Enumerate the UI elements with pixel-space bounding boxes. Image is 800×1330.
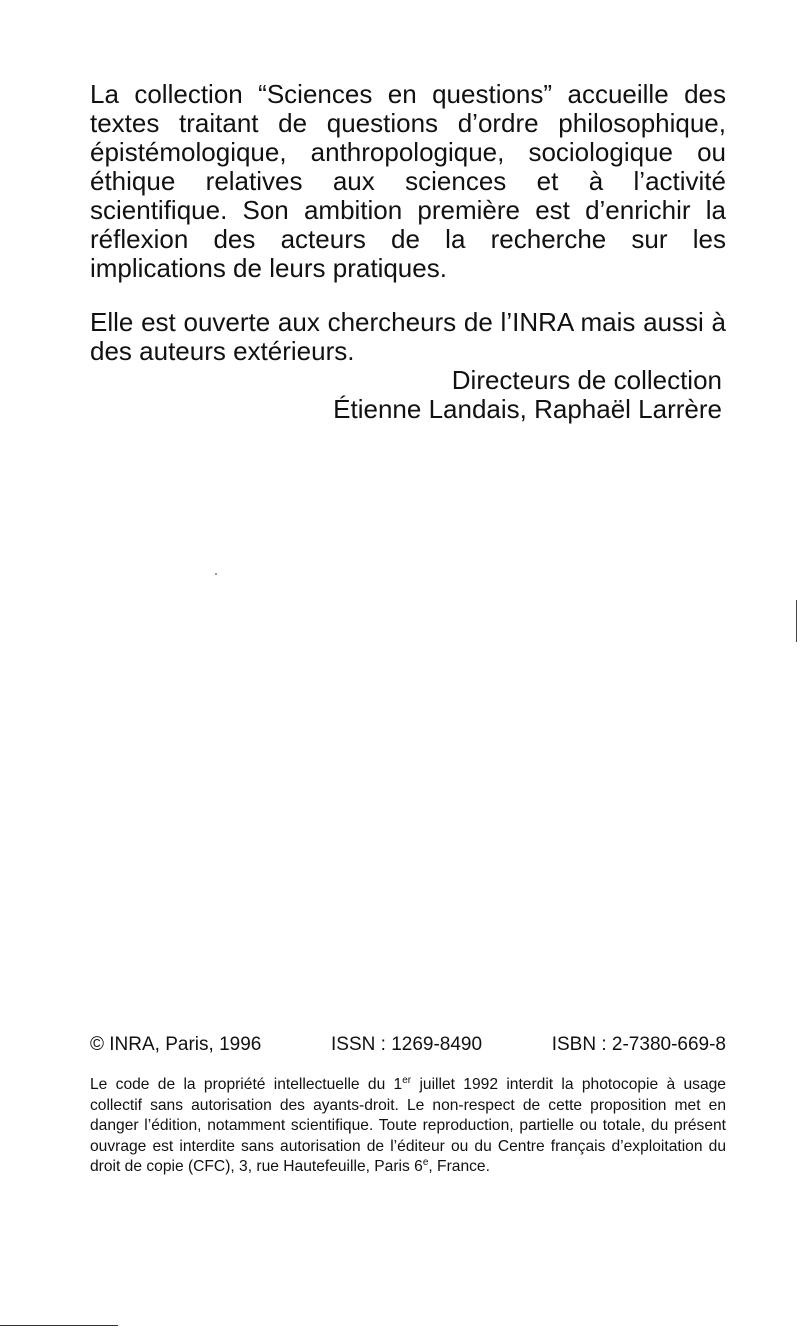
issn-number: ISSN : 1269-8490 xyxy=(331,1034,483,1055)
intro-paragraph-1: La collection “Sciences en questions” accueille des textes traitant de questions d’ordre philosophique, épistémologique, anthropologique, sociologique ou éthique relatives aux sciences et à l’activité scientifique. Son ambition première est d’enrichir la réflexion des acteurs de la recherche sur les implications de leurs pratiques. xyxy=(90,79,726,283)
collection-description xyxy=(90,80,726,366)
legal-text-middle: juillet 1992 interdit la photocopie à usage collectif sans autorisation des ayants-droit. Le non-respect de cette proposition met en danger l’édition, notamment scientifique. Toute reproduction, partielle ou totale, du présent ouvrage est interdite sans autorisation de l’éditeur ou du Centre français d’exploitation du droit de copie (CFC), 3, rue Hautefeuille, Paris 6 xyxy=(90,1076,726,1175)
intro-paragraph-2: Elle est ouverte aux chercheurs de l’INRA mais aussi à des auteurs extérieurs. xyxy=(90,307,726,366)
directors-title: Directeurs de collection xyxy=(451,365,722,395)
copyright-notice: © INRA, Paris, 1996 xyxy=(90,1034,262,1055)
legal-text-start: Le code de la propriété intellectuelle du 1 xyxy=(90,1076,403,1093)
city-superscript: e xyxy=(422,1156,429,1168)
legal-notice xyxy=(90,1075,726,1178)
scan-speck xyxy=(215,573,217,575)
legal-text-end: , France. xyxy=(428,1158,490,1175)
date-superscript: er xyxy=(402,1074,412,1086)
rights-line xyxy=(90,1034,726,1056)
bottom-rule xyxy=(0,1325,118,1326)
directors-names: Étienne Landais, Raphaël Larrère xyxy=(333,394,722,424)
isbn-number: ISBN : 2-7380-669-8 xyxy=(551,1034,726,1055)
directors-block xyxy=(333,366,722,424)
scan-edge-mark xyxy=(796,600,797,642)
